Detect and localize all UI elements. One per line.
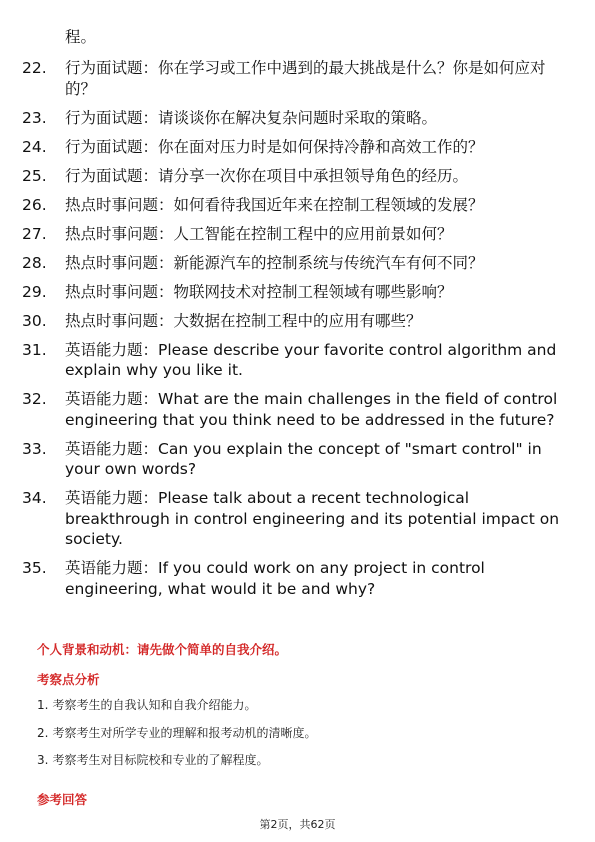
- question-text: 热点时事问题：新能源汽车的控制系统与传统汽车有何不同？: [65, 253, 484, 272]
- question-item: [22, 439, 567, 480]
- analysis-points: [37, 697, 567, 780]
- question-item: [22, 58, 567, 99]
- analysis-heading: 考察点分析: [37, 672, 100, 687]
- point-text: 考察考生对所学专业的理解和报考动机的清晰度。: [52, 725, 317, 740]
- question-text: 热点时事问题：人工智能在控制工程中的应用前景如何？: [65, 224, 453, 243]
- question-text: 英语能力题：Please describe your favorite control algorithm and explain why you like it.: [65, 340, 557, 379]
- question-text: 英语能力题：Please talk about a recent technological breakthrough in control engineering and its potential impact on society.: [65, 489, 560, 548]
- question-number: 30.: [22, 311, 47, 330]
- point-text: 考察考生的自我认知和自我介绍能力。: [52, 698, 257, 712]
- question-text: 热点时事问题：如何看待我国近年来在控制工程领域的发展？: [65, 195, 484, 214]
- question-item: [22, 195, 567, 216]
- question-number: 27.: [22, 224, 47, 243]
- question-number: 35.: [22, 559, 47, 577]
- analysis-point: [37, 697, 567, 713]
- question-number: 28.: [22, 253, 47, 272]
- point-number: 2.: [37, 725, 49, 740]
- question-item: [22, 166, 567, 187]
- question-item: [22, 282, 567, 303]
- question-text: 热点时事问题：大数据在控制工程中的应用有哪些？: [65, 311, 422, 330]
- question-item: [22, 389, 567, 430]
- question-number: 24.: [22, 137, 47, 156]
- page-footer: 第2页，共62页: [259, 818, 336, 831]
- question-text: 英语能力题：Can you explain the concept of "smart control" in your own words?: [65, 439, 542, 478]
- question-item: [22, 311, 567, 332]
- question-item: [22, 253, 567, 274]
- point-text: 考察考生对目标院校和专业的了解程度。: [52, 753, 269, 767]
- question-item: [22, 224, 567, 245]
- question-number: 31.: [22, 340, 47, 359]
- question-item: [22, 558, 567, 599]
- question-item: [22, 488, 567, 550]
- question-list: [22, 58, 567, 608]
- point-number: 1.: [37, 698, 49, 712]
- question-text: 行为面试题：你在面对压力时是如何保持冷静和高效工作的？: [65, 137, 484, 156]
- section-heading: 个人背景和动机：请先做个简单的自我介绍。: [37, 642, 288, 657]
- continuation-text: 程。: [65, 28, 97, 46]
- analysis-point: [37, 725, 567, 741]
- reference-heading: 参考回答: [37, 792, 88, 807]
- question-number: 26.: [22, 195, 47, 214]
- question-text: 英语能力题：What are the main challenges in the field of control engineering that you think need to be addressed in the future?: [65, 390, 558, 429]
- question-text: 行为面试题：你在学习或工作中遇到的最大挑战是什么？你是如何应对的？: [65, 59, 546, 98]
- question-item: [22, 137, 567, 158]
- question-text: 热点时事问题：物联网技术对控制工程领域有哪些影响？: [65, 282, 453, 301]
- question-number: 22.: [22, 59, 47, 77]
- question-number: 29.: [22, 282, 47, 301]
- analysis-point: [37, 752, 567, 768]
- question-number: 23.: [22, 108, 47, 127]
- question-text: 行为面试题：请分享一次你在项目中承担领导角色的经历。: [65, 166, 469, 185]
- question-number: 32.: [22, 390, 47, 408]
- question-text: 行为面试题：请谈谈你在解决复杂问题时采取的策略。: [65, 108, 438, 127]
- point-number: 3.: [37, 753, 49, 767]
- question-text: 英语能力题：If you could work on any project in control engineering, what would it be and why?: [65, 559, 485, 598]
- question-number: 34.: [22, 489, 47, 507]
- question-item: [22, 340, 567, 381]
- question-number: 33.: [22, 439, 47, 458]
- question-item: [22, 108, 567, 129]
- question-number: 25.: [22, 166, 47, 185]
